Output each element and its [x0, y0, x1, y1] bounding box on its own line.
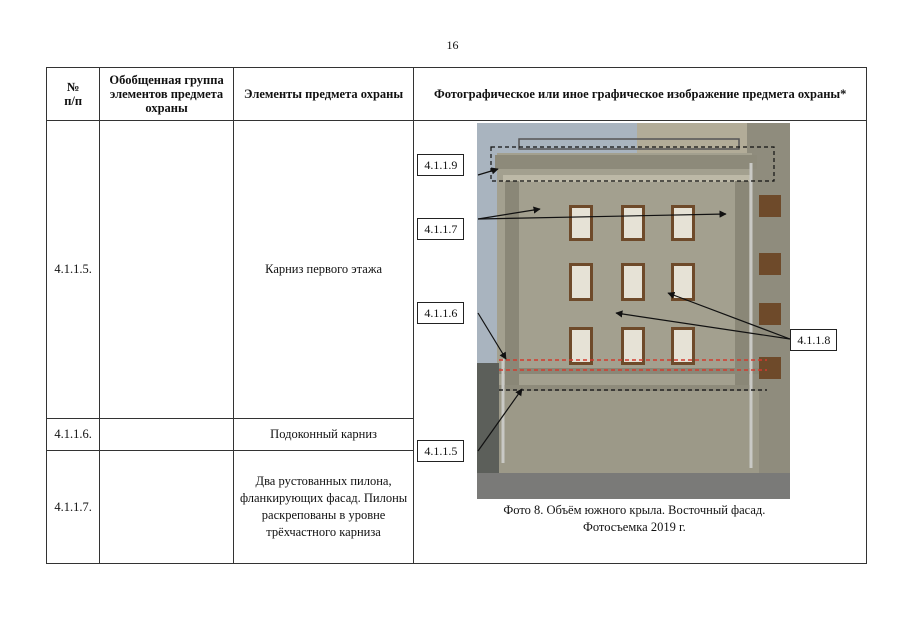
- label-4-1-1-8: 4.1.1.8: [790, 329, 837, 351]
- caption-line-2: Фотосъемка 2019 г.: [582, 520, 686, 534]
- label-4-1-1-7: 4.1.1.7: [417, 218, 464, 240]
- row-group: [100, 451, 233, 564]
- row-number: 4.1.1.7.: [47, 451, 100, 564]
- label-4-1-1-6: 4.1.1.6: [417, 302, 464, 324]
- facade-photo: [477, 123, 790, 499]
- header-number: № п/п: [47, 68, 100, 121]
- row-element: Два рустованных пилона, фланкирующих фасад. Пилоны раскрепованы в уровне трёхчастного карниза: [233, 451, 414, 564]
- photo-caption: [414, 502, 854, 536]
- header-elements: Элементы предмета охраны: [233, 68, 414, 121]
- header-group: Обобщенная группа элементов предмета охраны: [100, 68, 233, 121]
- photo-cell: [414, 121, 867, 564]
- label-4-1-1-9: 4.1.1.9: [417, 154, 464, 176]
- row-element: Подоконный карниз: [233, 419, 414, 451]
- row-group: [100, 419, 233, 451]
- row-number: 4.1.1.6.: [47, 419, 100, 451]
- caption-line-1: Фото 8. Объём южного крыла. Восточный фасад.: [503, 503, 766, 517]
- table-row: [47, 121, 867, 419]
- label-4-1-1-5: 4.1.1.5: [417, 440, 464, 462]
- protection-elements-table: [46, 67, 867, 564]
- page-number: 16: [446, 38, 459, 52]
- table-header-row: [47, 68, 867, 121]
- header-image: Фотографическое или иное графическое изображение предмета охраны*: [414, 68, 867, 121]
- row-group: [100, 121, 233, 419]
- row-number: 4.1.1.5.: [47, 121, 100, 419]
- row-element: Карниз первого этажа: [233, 121, 414, 419]
